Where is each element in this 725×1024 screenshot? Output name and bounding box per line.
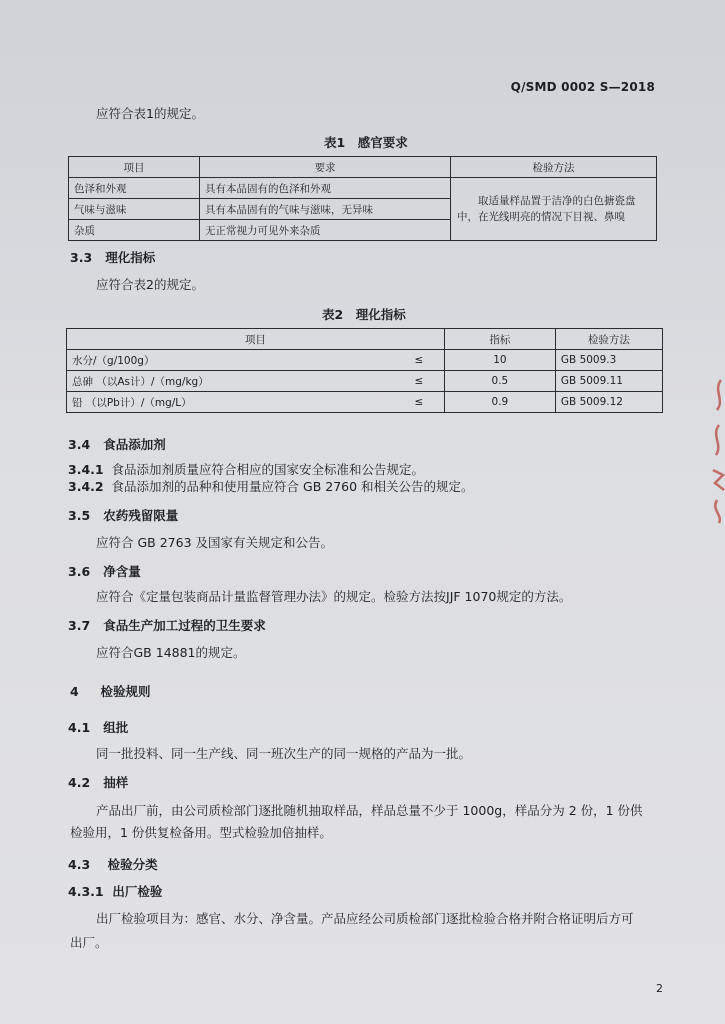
section-3-5-text: 应符合 GB 2763 及国家有关规定和公告。 <box>96 535 333 550</box>
table1-caption: 表1 感官要求 <box>324 135 408 150</box>
section-3-3-text: 应符合表2的规定。 <box>96 277 204 292</box>
table-cell: GB 5009.11 <box>555 371 662 392</box>
table2-header-method: 检验方法 <box>555 329 662 350</box>
section-number: 3.4 <box>68 437 91 452</box>
section-4-3-1-text-line2: 出厂。 <box>70 935 108 950</box>
section-number: 3.4.1 <box>68 462 104 477</box>
section-number: 4.3.1 <box>68 884 104 899</box>
table-cell: 10 <box>444 350 555 371</box>
section-3-6-text: 应符合《定量包装商品计量监督管理办法》的规定。检验方法按JJF 1070规定的方法。 <box>96 589 572 604</box>
table1-header-method: 检验方法 <box>451 157 657 178</box>
table-cell: ≤ <box>394 371 445 392</box>
section-number: 3.4.2 <box>68 479 104 494</box>
table1-method-cell: 取适量样品置于洁净的白色搪瓷盘中，在光线明亮的情况下目视、鼻嗅 <box>451 178 657 241</box>
section-number: 3.5 <box>68 508 91 523</box>
section-number: 4.3 <box>68 857 91 872</box>
section-3-4-2 <box>68 479 474 495</box>
section-title: 检验规则 <box>100 684 151 699</box>
table-cell: ≤ <box>394 350 445 371</box>
section-title: 组批 <box>103 720 129 735</box>
table2-header-item: 项目 <box>67 329 445 350</box>
table-cell: 0.9 <box>444 392 555 413</box>
table-cell: 具有本品固有的气味与滋味，无异味 <box>200 199 451 220</box>
table-cell: 铅 （以Pb计）/（mg/L） <box>67 392 394 413</box>
section-4-2-text-line2: 检验用，1 份供复检备用。型式检验加倍抽样。 <box>70 825 332 840</box>
section-title: 农药残留限量 <box>103 508 179 523</box>
section-number: 3.7 <box>68 618 91 633</box>
section-number: 4 <box>70 684 79 699</box>
table-cell: GB 5009.3 <box>555 350 662 371</box>
section-4-3-1-text-line1: 出厂检验项目为：感官、水分、净含量。产品应经公司质检部门逐批检验合格并附合格证明后方可 <box>96 911 634 926</box>
section-title: 出厂检验 <box>112 884 163 899</box>
table-cell: 色泽和外观 <box>69 178 200 199</box>
section-3-4-1 <box>68 462 424 478</box>
page-number: 2 <box>656 982 663 995</box>
section-number: 3.6 <box>68 564 91 579</box>
section-4-3-1-heading <box>68 884 162 900</box>
section-3-4-heading <box>68 437 166 453</box>
section-4-2-heading <box>68 775 128 791</box>
table-cell: 无正常视力可见外来杂质 <box>200 220 451 241</box>
section-3-6-heading <box>68 564 141 580</box>
table1-header-item: 项目 <box>69 157 200 178</box>
section-3-7-text: 应符合GB 14881的规定。 <box>96 645 246 660</box>
red-stamp-edge-icon <box>707 375 725 525</box>
table-cell: 总砷 （以As计）/（mg/kg） <box>67 371 394 392</box>
section-number: 4.2 <box>68 775 91 790</box>
section-title: 检验分类 <box>107 857 158 872</box>
section-4-2-text-line1: 产品出厂前，由公司质检部门逐批随机抽取样品，样品总量不少于 1000g，样品分为 2 份，1 份供 <box>96 803 643 818</box>
table-cell: 水分/（g/100g） <box>67 350 394 371</box>
table-cell: 0.5 <box>444 371 555 392</box>
intro-line: 应符合表1的规定。 <box>96 106 204 121</box>
section-title: 净含量 <box>103 564 141 579</box>
section-title: 理化指标 <box>105 250 156 265</box>
table2-header-value: 指标 <box>444 329 555 350</box>
section-title: 食品生产加工过程的卫生要求 <box>103 618 266 633</box>
table-cell: GB 5009.12 <box>555 392 662 413</box>
table-physicochemical-indicators <box>66 328 663 413</box>
section-number: 3.3 <box>70 250 93 265</box>
section-4-1-text: 同一批投料、同一生产线、同一班次生产的同一规格的产品为一批。 <box>96 746 472 761</box>
section-3-5-heading <box>68 508 178 524</box>
table-cell: 具有本品固有的色泽和外观 <box>200 178 451 199</box>
table2-caption: 表2 理化指标 <box>322 307 406 322</box>
section-title: 食品添加剂 <box>103 437 166 452</box>
table-cell: ≤ <box>394 392 445 413</box>
table-cell: 杂质 <box>69 220 200 241</box>
section-title: 抽样 <box>103 775 129 790</box>
section-4-heading <box>70 684 150 700</box>
section-4-3-heading <box>68 857 158 873</box>
table1-header-requirement: 要求 <box>200 157 451 178</box>
table-sensory-requirements <box>68 156 657 241</box>
section-4-1-heading <box>68 720 128 736</box>
section-3-3-heading <box>70 250 155 266</box>
table-cell: 气味与滋味 <box>69 199 200 220</box>
section-text: 食品添加剂质量应符合相应的国家安全标准和公告规定。 <box>111 462 425 477</box>
section-number: 4.1 <box>68 720 91 735</box>
section-text: 食品添加剂的品种和使用量应符合 GB 2760 和相关公告的规定。 <box>111 479 474 494</box>
section-3-7-heading <box>68 618 266 634</box>
document-code: Q/SMD 0002 S—2018 <box>510 80 655 94</box>
